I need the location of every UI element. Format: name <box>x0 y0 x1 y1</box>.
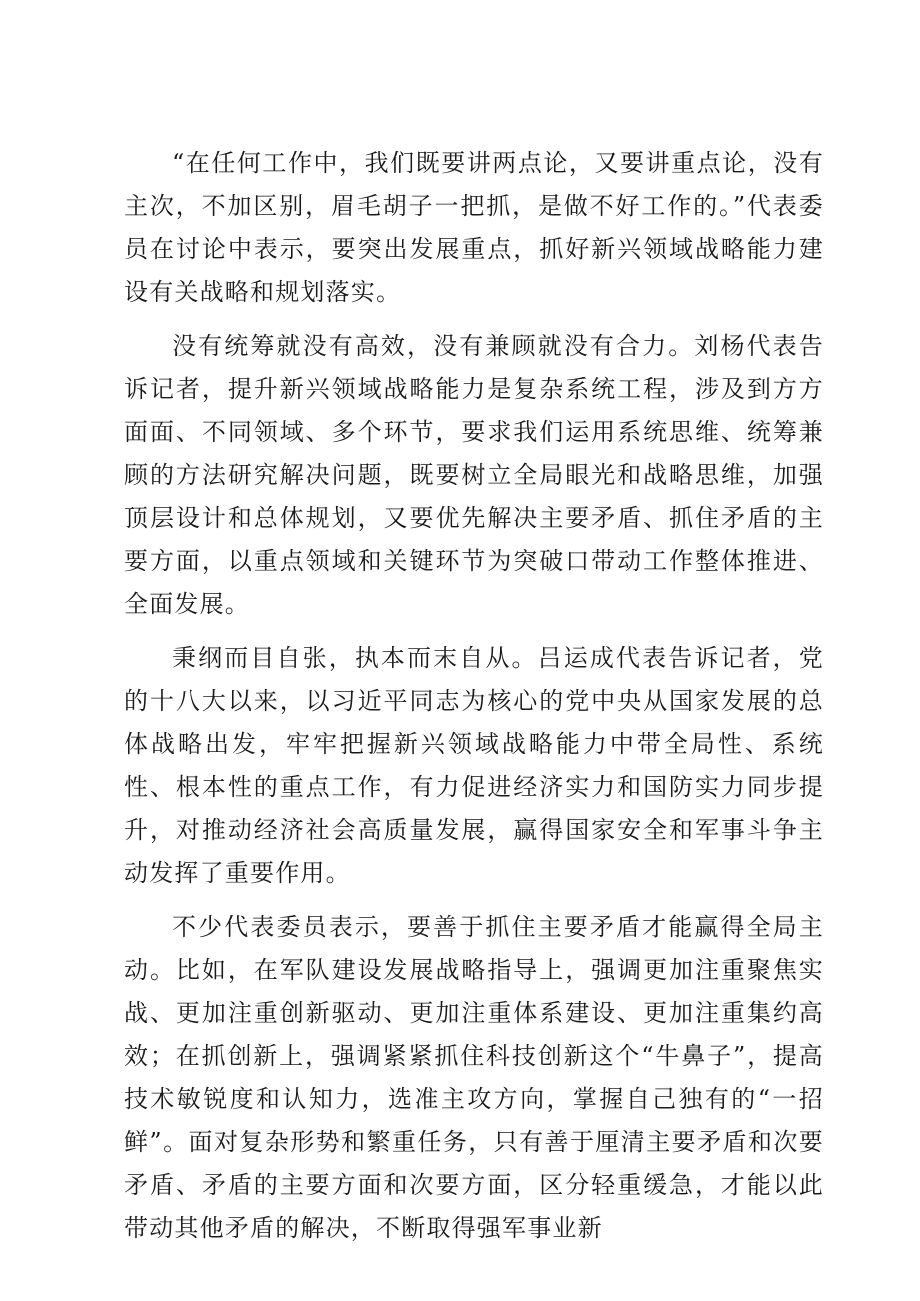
paragraph-4: 不少代表委员表示，要善于抓住主要矛盾才能赢得全局主动。比如，在军队建设发展战略指导上，强调更加注重聚焦实战、更加注重创新驱动、更加注重体系建设、更加注重集约高效；在抓创新上，强调紧紧抓住科技创新这个“牛鼻子”，提高技术敏锐度和认知力，选准主攻方向，掌握自己独有的“一招鲜”。面对复杂形势和繁重任务，只有善于厘清主要矛盾和次要矛盾、矛盾的主要方面和次要方面，区分轻重缓急，才能以此带动其他矛盾的解决，不断取得强军事业新 <box>124 913 824 1242</box>
paragraph-1: “在任何工作中，我们既要讲两点论，又要讲重点论，没有主次，不加区别，眉毛胡子一把抓，是做不好工作的。”代表委员在讨论中表示，要突出发展重点，抓好新兴领域战略能力建设有关战略和规划落实。 <box>124 149 824 306</box>
paragraph-2: 没有统筹就没有高效，没有兼顾就没有合力。刘杨代表告诉记者，提升新兴领域战略能力是复杂系统工程，涉及到方方面面、不同领域、多个环节，要求我们运用系统思维、统筹兼顾的方法研究解决问题，既要树立全局眼光和战略思维，加强顶层设计和总体规划，又要优先解决主要矛盾、抓住矛盾的主要方面，以重点领域和关键环节为突破口带动工作整体推进、全面发展。 <box>124 332 824 618</box>
document-body <box>124 142 824 1261</box>
paragraph-3: 秉纲而目自张，执本而末自从。吕运成代表告诉记者，党的十八大以来，以习近平同志为核心的党中央从国家发展的总体战略出发，牢牢把握新兴领域战略能力中带全局性、系统性、根本性的重点工作，有力促进经济实力和国防实力同步提升，对推动经济社会高质量发展，赢得国家安全和军事斗争主动发挥了重要作用。 <box>124 644 824 887</box>
